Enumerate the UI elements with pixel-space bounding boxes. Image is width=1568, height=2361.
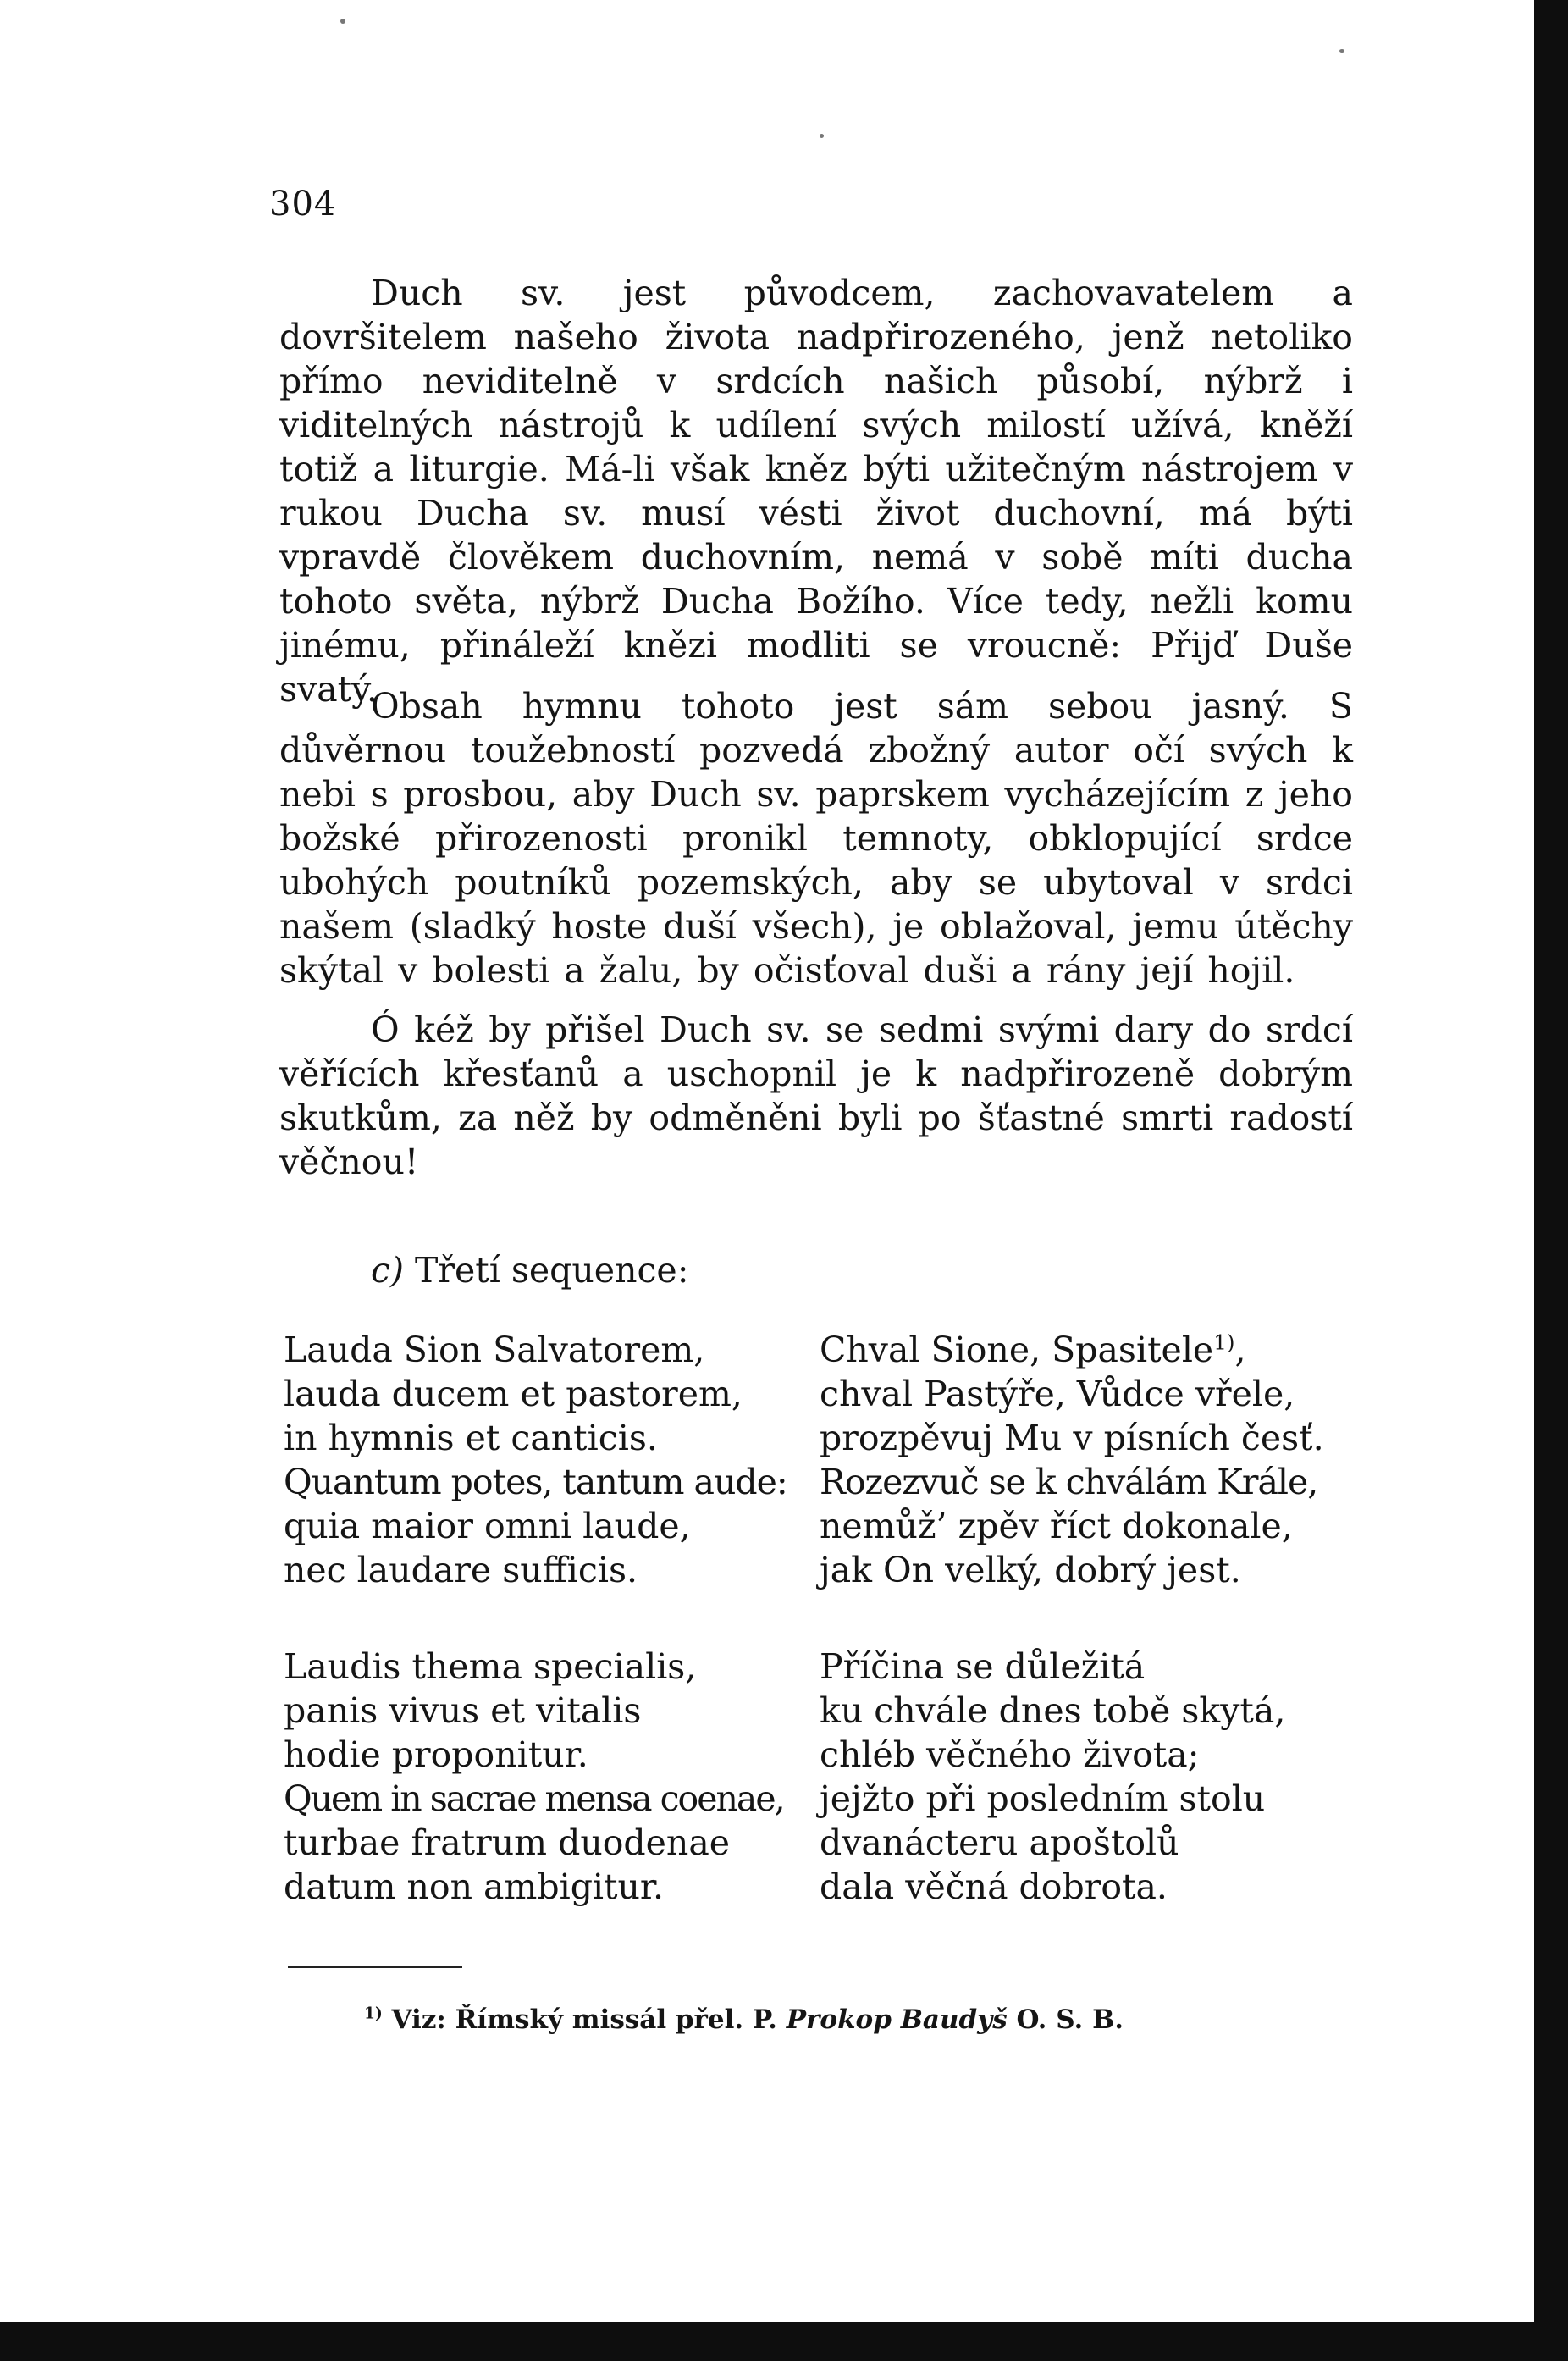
footnote-marker: 1) bbox=[364, 2004, 383, 2023]
verse-line: Lauda Sion Salvatorem, bbox=[284, 1330, 705, 1370]
verse-line: chval Pastýře, Vůdce vřele, bbox=[820, 1374, 1295, 1414]
footnote-text: Viz: Římský missál přel. P. bbox=[391, 2004, 777, 2035]
latin-stanza-2 bbox=[284, 1645, 784, 1909]
verse-line: datum non ambigitur. bbox=[284, 1866, 665, 1907]
verse-line bbox=[820, 1328, 1324, 1372]
verse-line-text: Chval Sione, Spasitele bbox=[820, 1330, 1214, 1370]
verse-line: Quem in sacrae mensa coenae, bbox=[284, 1778, 784, 1819]
paragraph-1: Duch sv. jest původcem, zachovavatelem a dovršitelem našeho života nadpřirozeného, jenž netoliko přímo neviditelně v srdcích našich působí, nýbrž i viditelných nástrojů k udílení svých milostí užívá, kněží totiž a liturgie. Má-li však kněz býti užitečným nástrojem v rukou Ducha sv. musí vésti život duchovní, má býti vpravdě člověkem duchovním, nemá v sobě míti ducha tohoto světa, nýbrž Ducha Božího. Více tedy, nežli komu jinému, přináleží knězi modliti se vroucně: Přijď Duše svatý. bbox=[279, 273, 1353, 710]
verse-line: Rozezvuč se k chválám Krále, bbox=[820, 1462, 1318, 1502]
verse-line: Příčina se důležitá bbox=[820, 1646, 1146, 1687]
verse-line: Laudis thema specialis, bbox=[284, 1646, 697, 1687]
page-number: 304 bbox=[269, 185, 337, 224]
footnote-separator bbox=[288, 1966, 462, 1968]
scan-speck bbox=[1339, 49, 1344, 53]
footnote-reference: 1) bbox=[1213, 1330, 1235, 1355]
verse-line: quia maior omni laude, bbox=[284, 1506, 691, 1546]
verse-line: turbae fratrum duodenae bbox=[284, 1822, 731, 1863]
verse-line: prozpěvuj Mu v písních česť. bbox=[820, 1418, 1324, 1458]
paragraph-3: Ó kéž by přišel Duch sv. se sedmi svými dary do srdcí věřících křesťanů a uschopnil je k nadpřirozeně dobrým skutkům, za něž by odměněni byli po šťastné smrti radostí věčnou! bbox=[279, 1009, 1353, 1182]
section-letter: c) bbox=[371, 1250, 404, 1291]
paragraph-2: Obsah hymnu tohoto jest sám sebou jasný. S důvěrnou toužebností pozvedá zbožný autor očí svých k nebi s prosbou, aby Duch sv. paprskem vycházejícím z jeho božské přirozenosti pronikl temnoty, obklopující srdce ubohých poutníků pozemských, aby se ubytoval v srdci našem (sladký hoste duší všech), je oblažoval, jemu útěchy skýtal v bolesti a žalu, by očisťoval duši a rány její hojil. bbox=[279, 686, 1353, 991]
czech-stanza-1 bbox=[820, 1328, 1324, 1592]
scan-speck bbox=[820, 134, 824, 138]
latin-stanza-1 bbox=[284, 1328, 787, 1592]
verse-line: in hymnis et canticis. bbox=[284, 1418, 658, 1458]
section-title: Třetí sequence: bbox=[415, 1250, 689, 1291]
verse-line: nemůž’ zpěv říct dokonale, bbox=[820, 1506, 1293, 1546]
verse-line: Quantum potes, tantum aude: bbox=[284, 1462, 787, 1502]
verse-line: chléb věčného života; bbox=[820, 1734, 1200, 1775]
section-heading bbox=[371, 1250, 689, 1291]
scan-border-right bbox=[1534, 0, 1568, 2361]
verse-line: panis vivus et vitalis bbox=[284, 1690, 642, 1731]
verse-line: ku chvále dnes tobě skytá, bbox=[820, 1690, 1286, 1731]
footnote-suffix: O. S. B. bbox=[1016, 2004, 1124, 2035]
scan-border-bottom bbox=[0, 2322, 1568, 2361]
scan-speck bbox=[340, 19, 345, 24]
verse-line: jak On velký, dobrý jest. bbox=[820, 1550, 1241, 1590]
verse-line: hodie proponitur. bbox=[284, 1734, 588, 1775]
verse-line: nec laudare sufficis. bbox=[284, 1550, 638, 1590]
verse-line: jejžto při posledním stolu bbox=[820, 1778, 1266, 1819]
footnote-author: Prokop Baudyš bbox=[786, 2004, 1008, 2035]
verse-line: dvanácteru apoštolů bbox=[820, 1822, 1179, 1863]
czech-stanza-2 bbox=[820, 1645, 1285, 1909]
footnote bbox=[364, 2004, 1124, 2035]
verse-line-punctuation: , bbox=[1234, 1330, 1246, 1370]
verse-line: lauda ducem et pastorem, bbox=[284, 1374, 743, 1414]
verse-line: dala věčná dobrota. bbox=[820, 1866, 1168, 1907]
